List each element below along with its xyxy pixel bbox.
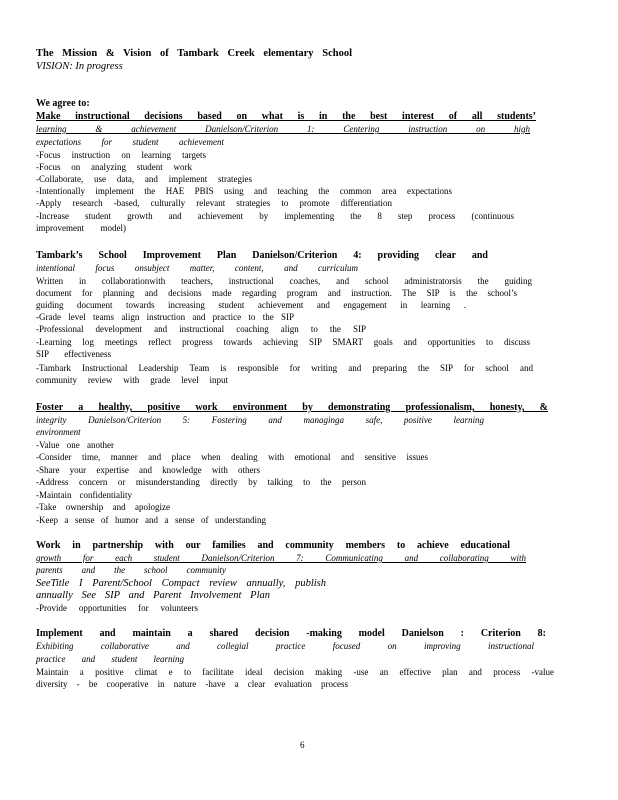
section-2-item: -Grade level teams align instruction and practice to the SIP [36, 312, 294, 322]
section-5-heading-line: Implement and maintain a shared decision -making model Danielson : Criterion 8: [36, 628, 546, 639]
section-3-heading-line: Foster a healthy, positive work environment by demonstrating professionalism, honesty, & [36, 402, 548, 413]
section-3-item: -Value one another [36, 440, 114, 450]
section-1-item: improvement model) [36, 223, 126, 233]
section-2-item: -Tambark Instructional Leadership Team is responsible for writing and preparing the SIP for school and [36, 363, 533, 373]
section-4-item: -Provide opportunities for volunteers [36, 603, 198, 613]
section-4-heading-line: parents and the school community [36, 565, 226, 575]
section-2-item: -Learning log meetings reflect progress towards achieving SIP SMART goals and opportunities to discuss [36, 337, 530, 347]
page-title: The Mission & Vision of Tambark Creek elementary School [36, 48, 352, 59]
section-4-note-line: annually See SIP and Parent Involvement Plan [36, 590, 270, 601]
section-1-item: -Increase student growth and achievement by implementing the 8 step process (continuous [36, 211, 514, 221]
section-3-item: -Maintain confidentiality [36, 490, 132, 500]
section-1-item: -Apply research -based, culturally relevant strategies to promote differentiation [36, 198, 392, 208]
section-4-heading-line: growth for each student Danielson/Criterion 7: Communicating and collaborating with [36, 553, 526, 563]
section-4-note-line: SeeTitle I Parent/School Compact review annually, publish [36, 578, 326, 589]
section-2-item: SIP effectiveness [36, 349, 111, 359]
section-1-heading-line: Make instructional decisions based on what is in the best interest of all students’ [36, 111, 536, 122]
section-3-heading-line: integrity Danielson/Criterion 5: Fostering and managinga safe, positive learning [36, 415, 484, 425]
section-5-heading-line: practice and student learning [36, 654, 184, 664]
section-1-heading-line: expectations for student achievement [36, 137, 224, 147]
section-1-item: -Focus on analyzing student work [36, 162, 192, 172]
section-2-item: Written in collaborationwith teachers, instructional coaches, and school administratorsis the guiding [36, 276, 532, 286]
agree-line: We agree to: [36, 98, 90, 109]
section-5-heading-line: Exhibiting collaborative and collegial practice focused on improving instructional [36, 641, 534, 651]
section-1-item: -Focus instruction on learning targets [36, 150, 206, 160]
section-2-item: guiding document towards increasing student achievement and engagement in learning . [36, 300, 466, 310]
section-3-heading-line: environment [36, 427, 81, 437]
section-3-item: -Consider time, manner and place when dealing with emotional and sensitive issues [36, 452, 428, 462]
section-1-item: -Intentionally implement the HAE PBIS using and teaching the common area expectations [36, 186, 452, 196]
section-2-item: document for planning and decisions made regarding program and instruction. The SIP is the school’s [36, 288, 517, 298]
section-2-heading-line: Tambark’s School Improvement Plan Danielson/Criterion 4: providing clear and [36, 250, 488, 261]
vision-line: VISION: In progress [36, 61, 123, 72]
section-2-heading-line: intentional focus onsubject matter, content, and curriculum [36, 263, 358, 273]
section-3-item: -Keep a sense of humor and a sense of understanding [36, 515, 266, 525]
section-1-heading-line: learning & achievement Danielson/Criterion 1: Centering instruction on high [36, 124, 530, 134]
section-5-item: Maintain a positive climat e to facilitate ideal decision making -use an effective plan and process -value [36, 667, 554, 677]
section-3-item: -Share your expertise and knowledge with others [36, 465, 260, 475]
section-3-item: -Address concern or misunderstanding directly by talking to the person [36, 477, 366, 487]
section-4-heading-line: Work in partnership with our families and community members to achieve educational [36, 540, 510, 551]
section-2-item: -Professional development and instructional coaching align to the SIP [36, 324, 366, 334]
page-number: 6 [300, 740, 305, 750]
section-3-item: -Take ownership and apologize [36, 502, 170, 512]
section-1-item: -Collaborate, use data, and implement strategies [36, 174, 252, 184]
section-5-item: diversity - be cooperative in nature -have a clear evaluation process [36, 679, 348, 689]
section-2-item: community review with grade level input [36, 375, 228, 385]
